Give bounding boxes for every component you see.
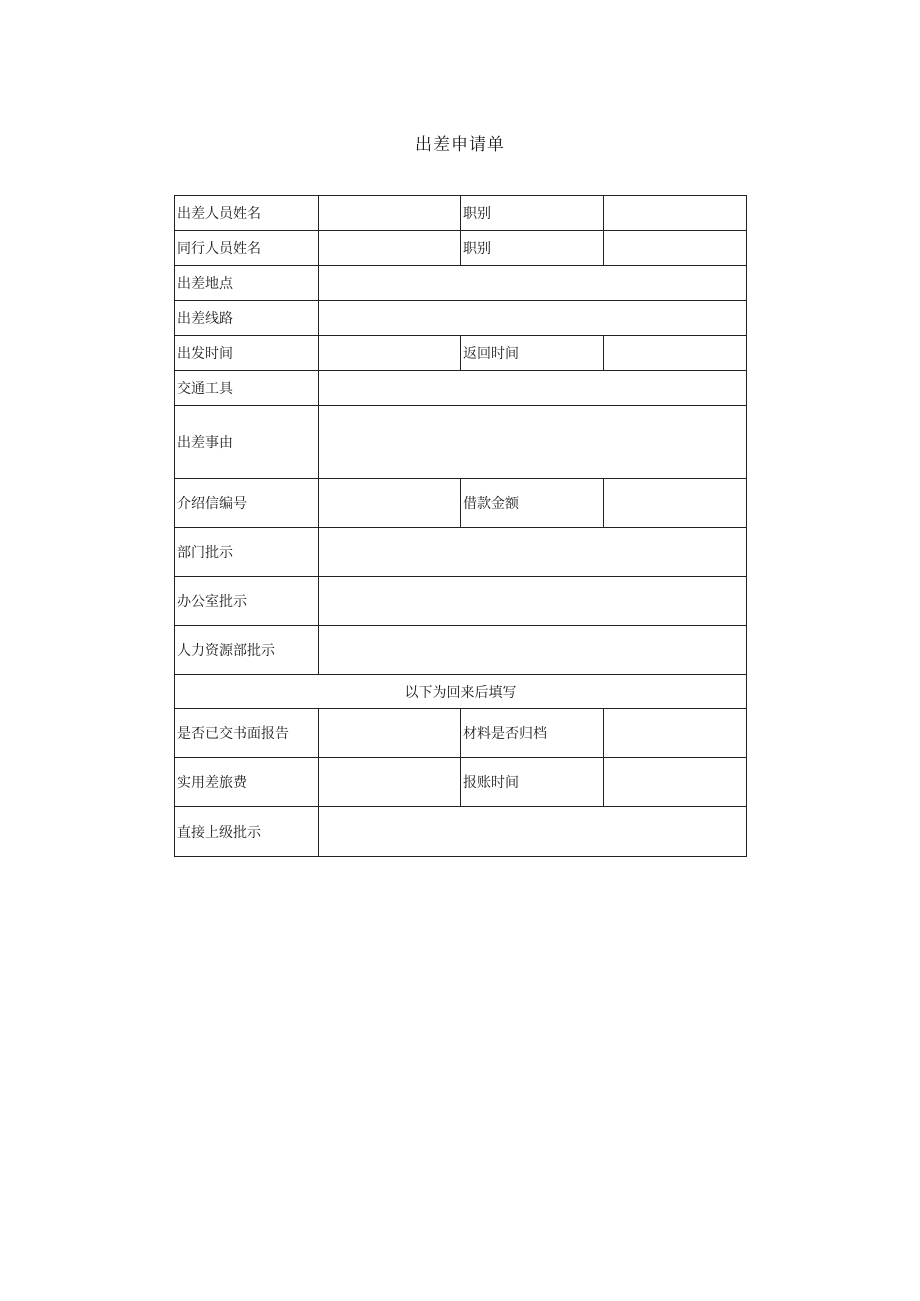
after-return-section-header: 以下为回来后填写 [175,675,747,709]
table-row [175,196,747,231]
label-dept-approval: 部门批示 [175,528,319,577]
destination-field[interactable] [319,266,747,301]
label-position: 职别 [461,231,604,266]
report-submitted-field[interactable] [319,709,461,758]
departure-time-field[interactable] [319,336,461,371]
transport-field[interactable] [319,371,747,406]
actual-expense-field[interactable] [319,758,461,807]
reimburse-time-field[interactable] [604,758,747,807]
table-row [175,231,747,266]
label-letter-no: 介绍信编号 [175,479,319,528]
office-approval-field[interactable] [319,577,747,626]
dept-approval-field[interactable] [319,528,747,577]
label-actual-expense: 实用差旅费 [175,758,319,807]
label-report-submitted: 是否已交书面报告 [175,709,319,758]
table-row [175,758,747,807]
companion-name-field[interactable] [319,231,461,266]
label-destination: 出差地点 [175,266,319,301]
label-transport: 交通工具 [175,371,319,406]
label-loan-amount: 借款金额 [461,479,604,528]
table-row [175,406,747,479]
form-title: 出差申请单 [415,135,505,155]
table-row [175,577,747,626]
label-return-time: 返回时间 [461,336,604,371]
table-row [175,336,747,371]
route-field[interactable] [319,301,747,336]
label-companion-name: 同行人员姓名 [175,231,319,266]
label-supervisor-approval: 直接上级批示 [175,807,319,857]
table-row [175,371,747,406]
label-hr-approval: 人力资源部批示 [175,626,319,675]
hr-approval-field[interactable] [319,626,747,675]
table-row [175,479,747,528]
label-traveler-name: 出差人员姓名 [175,196,319,231]
label-route: 出差线路 [175,301,319,336]
table-row [175,807,747,857]
loan-amount-field[interactable] [604,479,747,528]
table-row [175,528,747,577]
return-time-field[interactable] [604,336,747,371]
label-office-approval: 办公室批示 [175,577,319,626]
letter-no-field[interactable] [319,479,461,528]
table-row [175,675,747,709]
materials-archived-field[interactable] [604,709,747,758]
label-departure-time: 出发时间 [175,336,319,371]
traveler-name-field[interactable] [319,196,461,231]
traveler-position-field[interactable] [604,196,747,231]
label-position: 职别 [461,196,604,231]
label-reimburse-time: 报账时间 [461,758,604,807]
reason-field[interactable] [319,406,747,479]
label-materials-archived: 材料是否归档 [461,709,604,758]
table-row [175,626,747,675]
companion-position-field[interactable] [604,231,747,266]
supervisor-approval-field[interactable] [319,807,747,857]
table-row [175,709,747,758]
label-reason: 出差事由 [175,406,319,479]
table-row [175,266,747,301]
table-row [175,301,747,336]
travel-request-table [174,195,747,857]
